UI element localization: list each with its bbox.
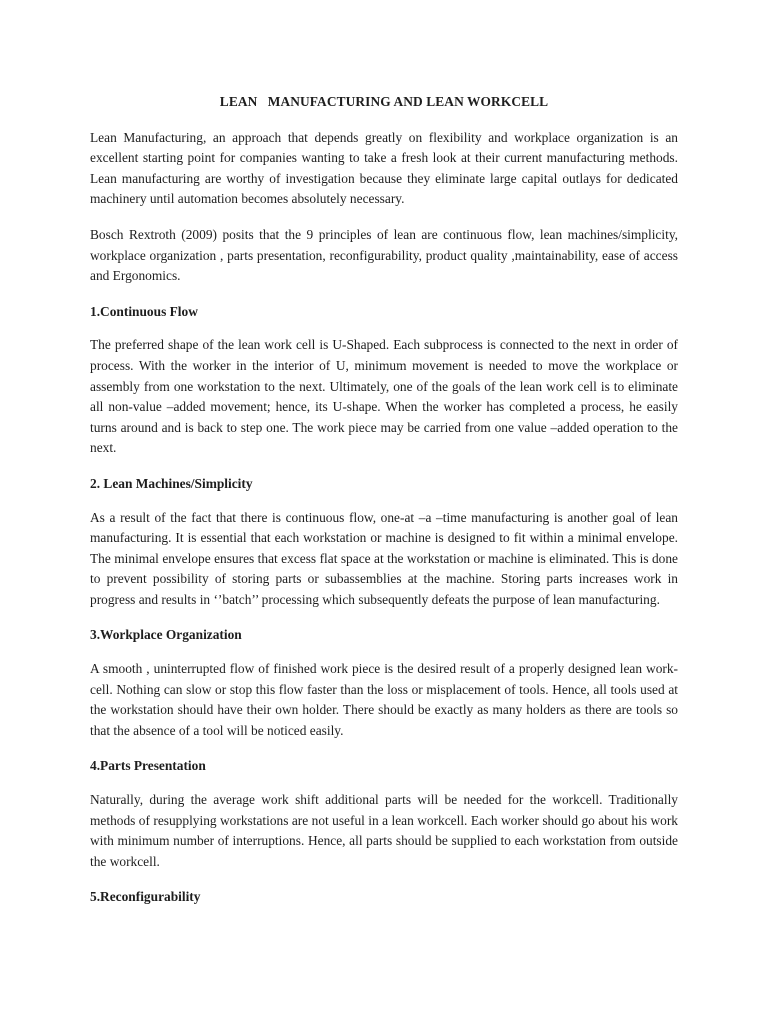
section-heading: 5.Reconfigurability xyxy=(90,889,201,905)
section-body: As a result of the fact that there is continuous flow, one-at –a –time manufacturing is another goal of lean manufacturing. It is essential that each workstation or machine is designed to fit within a minimal envelope. The minimal envelope ensures that excess flat space at the workstation or machine is eliminated. This is done to prevent possibility of storing parts or subassemblies at the machine. Storing parts increases work in progress and results in ‘’batch’’ processing which subsequently defeats the purpose of lean manufacturing. xyxy=(90,509,678,607)
section-heading: 2. Lean Machines/Simplicity xyxy=(90,475,253,491)
section-heading: 1.Continuous Flow xyxy=(90,303,198,319)
section-parts-presentation xyxy=(90,756,678,872)
document-page xyxy=(90,92,678,921)
section-workplace-organization xyxy=(90,625,678,741)
section-heading: 4.Parts Presentation xyxy=(90,758,206,774)
section-heading: 3.Workplace Organization xyxy=(90,627,242,643)
section-body: A smooth , uninterrupted flow of finished work piece is the desired result of a properly designed lean work-cell. Nothing can slow or stop this flow faster than the loss or misplacement of tools. Hence, all tools used at the workstation should have their own holder. There should be exactly as many holders as there are tools so that the absence of a tool will be noticed easily. xyxy=(90,661,678,738)
document-title: LEAN MANUFACTURING AND LEAN WORKCELL xyxy=(219,94,549,109)
section-lean-machines xyxy=(90,474,678,611)
intro-paragraph-2: Bosch Rextroth (2009) posits that the 9 principles of lean are continuous flow, lean machines/simplicity, workplace organization , parts presentation, reconfigurability, product quality ,maintainability, ease of access and Ergonomics. xyxy=(90,226,678,284)
section-continuous-flow xyxy=(90,302,678,459)
intro-paragraph-1: Lean Manufacturing, an approach that depends greatly on flexibility and workplace organization is an excellent starting point for companies wanting to take a fresh look at their current manufacturing methods. Lean manufacturing are worthy of investigation because they eliminate large capital outlays for dedicated machinery until automation becomes absolutely necessary. xyxy=(90,129,678,207)
section-reconfigurability xyxy=(90,887,678,908)
section-body: The preferred shape of the lean work cell is U-Shaped. Each subprocess is connected to the next in order of process. With the worker in the interior of U, minimum movement is needed to move the workplace or assembly from one workstation to the next. Ultimately, one of the goals of the lean work cell is to eliminate all non-value –added movement; hence, its U-shape. When the worker has completed a process, he easily turns around and is back to step one. The work piece may be carried from one value –added operation to the next. xyxy=(90,337,678,456)
section-body: Naturally, during the average work shift additional parts will be needed for the workcell. Traditionally methods of resupplying workstations are not useful in a lean workcell. Each worker should go about his work with minimum number of interruptions. Hence, all parts should be supplied to each workstation from outside the workcell. xyxy=(90,792,678,869)
